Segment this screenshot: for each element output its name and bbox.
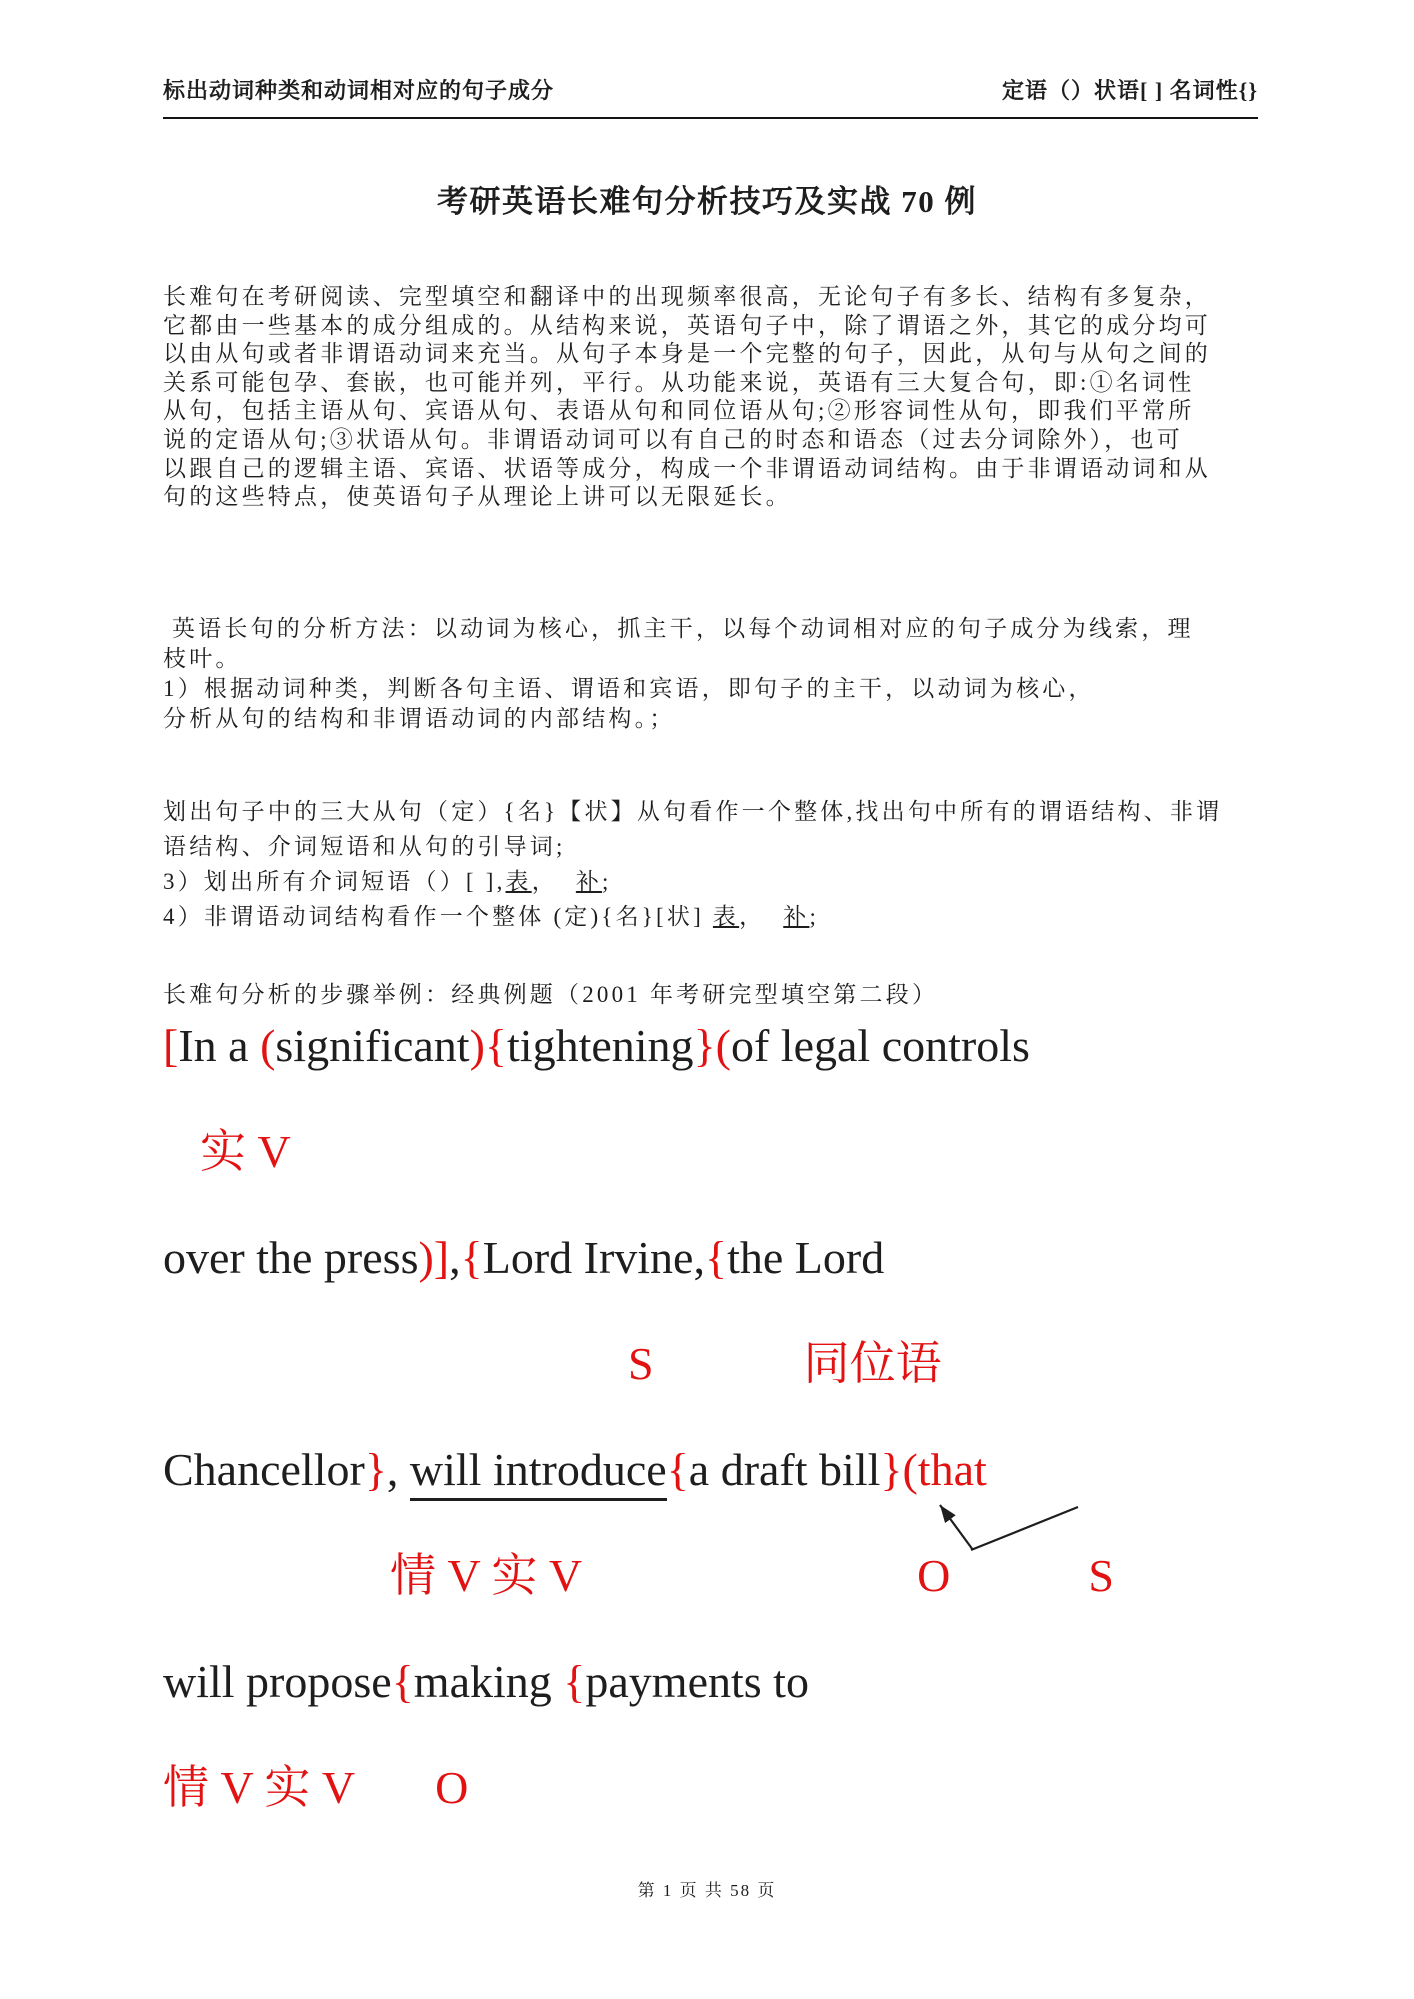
- clause-rules-paragraph: [163, 794, 1261, 934]
- text-segment: 它都由一些基本的成分组成的。从结构来说，英语句子中，除了谓语之外，其它的成分均可: [163, 312, 1211, 338]
- text-segment: ;: [809, 904, 820, 929]
- text-line: [163, 483, 1261, 512]
- annotation-line-2: [163, 1338, 1261, 1444]
- text-segment: 1）根据动词种类，判断各句主语、谓语和宾语，即句子的主干，以动词为核心，: [163, 676, 1095, 701]
- text-segment: 补: [575, 869, 603, 894]
- text-segment: (: [715, 1020, 731, 1071]
- text-segment: payments to: [585, 1656, 809, 1707]
- text-segment: ): [469, 1020, 485, 1071]
- text-segment: 补: [783, 904, 810, 929]
- text-segment: ;: [602, 869, 612, 894]
- example-intro-line: [163, 980, 1261, 1010]
- annotation-line-1: [163, 1126, 1261, 1232]
- annotation-line-3: [163, 1550, 1261, 1656]
- text-segment: 情 V 实 V: [163, 1762, 356, 1813]
- text-line: [163, 864, 1261, 899]
- reference-arrow: [928, 1492, 1088, 1558]
- text-line: [163, 829, 1261, 864]
- text-line: [163, 614, 1261, 644]
- sentence-line-2: [163, 1232, 1261, 1338]
- text-segment: 语结构、介词短语和从句的引导词;: [163, 834, 566, 859]
- text-segment: over the press: [163, 1232, 419, 1283]
- text-line: [163, 704, 1261, 734]
- text-segment: 长难句在考研阅读、完型填空和翻译中的出现频率很高，无论句子有多长、结构有多复杂，: [163, 284, 1211, 309]
- text-segment: ，: [531, 869, 576, 894]
- text-segment: }: [693, 1020, 716, 1071]
- text-segment: 关系可能包孕、套嵌，也可能并列，平行。从功能来说，英语有三大复合句，即:①名词性: [163, 369, 1195, 395]
- text-segment: S: [1088, 1550, 1114, 1601]
- text-segment: {: [666, 1444, 689, 1495]
- text-segment: O: [435, 1762, 469, 1813]
- text-segment: significant: [275, 1020, 470, 1071]
- text-line: [163, 283, 1261, 312]
- text-line: [163, 794, 1261, 829]
- text-segment: 情 V 实 V: [390, 1550, 583, 1601]
- text-segment: 以跟自己的逻辑主语、宾语、状语等成分，构成一个非谓语动词结构。由于非谓语动词和从: [163, 455, 1211, 481]
- text-line: [163, 455, 1261, 484]
- text-segment: Lord Irvine,: [482, 1232, 705, 1283]
- text-line: [163, 644, 1261, 674]
- text-segment: a draft bill: [688, 1444, 881, 1495]
- text-line: [163, 899, 1261, 934]
- text-segment: {: [563, 1656, 586, 1707]
- text-segment: ，: [739, 904, 784, 929]
- page-footer: 第 1 页 共 58 页: [637, 1881, 777, 1900]
- text-segment: 英语长句的分析方法：以动词为核心，抓主干，以每个动词相对应的句子成分为线索，理: [163, 616, 1194, 641]
- text-segment: 表: [505, 869, 532, 894]
- text-segment: will introduce: [410, 1444, 667, 1501]
- text-segment: 表: [712, 904, 740, 929]
- text-segment: 从句，包括主语从句、宾语从句、表语从句和同位语从句;②形容词性从句，即我们平常所: [163, 398, 1195, 424]
- sentence-line-1: [163, 1020, 1261, 1126]
- sentence-line-3: [163, 1444, 1261, 1550]
- text-segment: 长难句分析的步骤举例：经典例题（2001 年考研完型填空第二段）: [163, 982, 939, 1007]
- sentence-line-4: [163, 1656, 1261, 1762]
- text-segment: [: [163, 1020, 179, 1071]
- text-line: [163, 369, 1261, 398]
- text-segment: {: [460, 1232, 483, 1283]
- text-segment: (: [260, 1020, 276, 1071]
- text-segment: O: [917, 1550, 951, 1601]
- text-line: [163, 312, 1261, 341]
- text-line: [163, 426, 1261, 455]
- text-line: [163, 980, 1261, 1010]
- text-segment: 以由从句或者非谓语动词来充当。从句子本身是一个完整的句子，因此，从句与从句之间的: [163, 341, 1211, 367]
- text-segment: tightening: [507, 1020, 694, 1071]
- text-segment: {: [484, 1020, 508, 1071]
- text-segment: 句的这些特点，使英语句子从理论上讲可以无限延长。: [163, 484, 792, 510]
- intro-paragraph: [163, 283, 1261, 512]
- method-paragraph: [163, 614, 1261, 734]
- text-segment: 实 V: [200, 1126, 291, 1177]
- text-segment: ,: [386, 1444, 410, 1495]
- text-segment: }: [364, 1444, 387, 1495]
- text-segment: 分析从句的结构和非谓语动词的内部结构。；: [163, 706, 676, 731]
- text-line: [163, 340, 1261, 369]
- text-segment: {: [391, 1656, 414, 1707]
- text-segment: 枝叶。: [163, 646, 242, 671]
- text-segment: 说的定语从句;③状语从句。非谓语动词可以有自己的时态和语态（过去分词除外），也可: [163, 426, 1183, 452]
- example-sentence-analysis: [163, 1020, 1261, 1868]
- text-segment: In a: [178, 1020, 261, 1071]
- page-header: [163, 74, 1258, 119]
- document-title: 考研英语长难句分析技巧及实战 70 例: [437, 184, 977, 219]
- text-segment: 4）非谓语动词结构看作一个整体 (定){名}[状]: [163, 904, 713, 929]
- annotation-line-4: [163, 1762, 1261, 1868]
- header-right-text: 定语（）状语[ ] 名词性{}: [1002, 78, 1258, 103]
- text-segment: 划出句子中的三大从句（定）{名}【状】从句看作一个整体,找出句中所有的谓语结构、非谓: [163, 799, 1223, 824]
- text-segment: }: [880, 1444, 903, 1495]
- text-segment: of legal controls: [730, 1020, 1030, 1071]
- text-segment: {: [704, 1232, 728, 1283]
- header-left-text: 标出动词种类和动词相对应的句子成分: [163, 78, 555, 103]
- text-segment: ,: [449, 1232, 461, 1283]
- text-segment: 3）划出所有介词短语（）[ ],: [163, 869, 506, 894]
- text-segment: Chancellor: [163, 1444, 365, 1495]
- text-segment: S: [628, 1338, 654, 1389]
- text-line: [163, 397, 1261, 426]
- text-segment: making: [413, 1656, 564, 1707]
- text-segment: )]: [418, 1232, 450, 1283]
- text-segment: 同位语: [803, 1338, 942, 1389]
- text-segment: will propose: [163, 1656, 392, 1707]
- text-line: [163, 674, 1261, 704]
- text-segment: (that: [902, 1444, 987, 1495]
- text-segment: the Lord: [727, 1232, 885, 1283]
